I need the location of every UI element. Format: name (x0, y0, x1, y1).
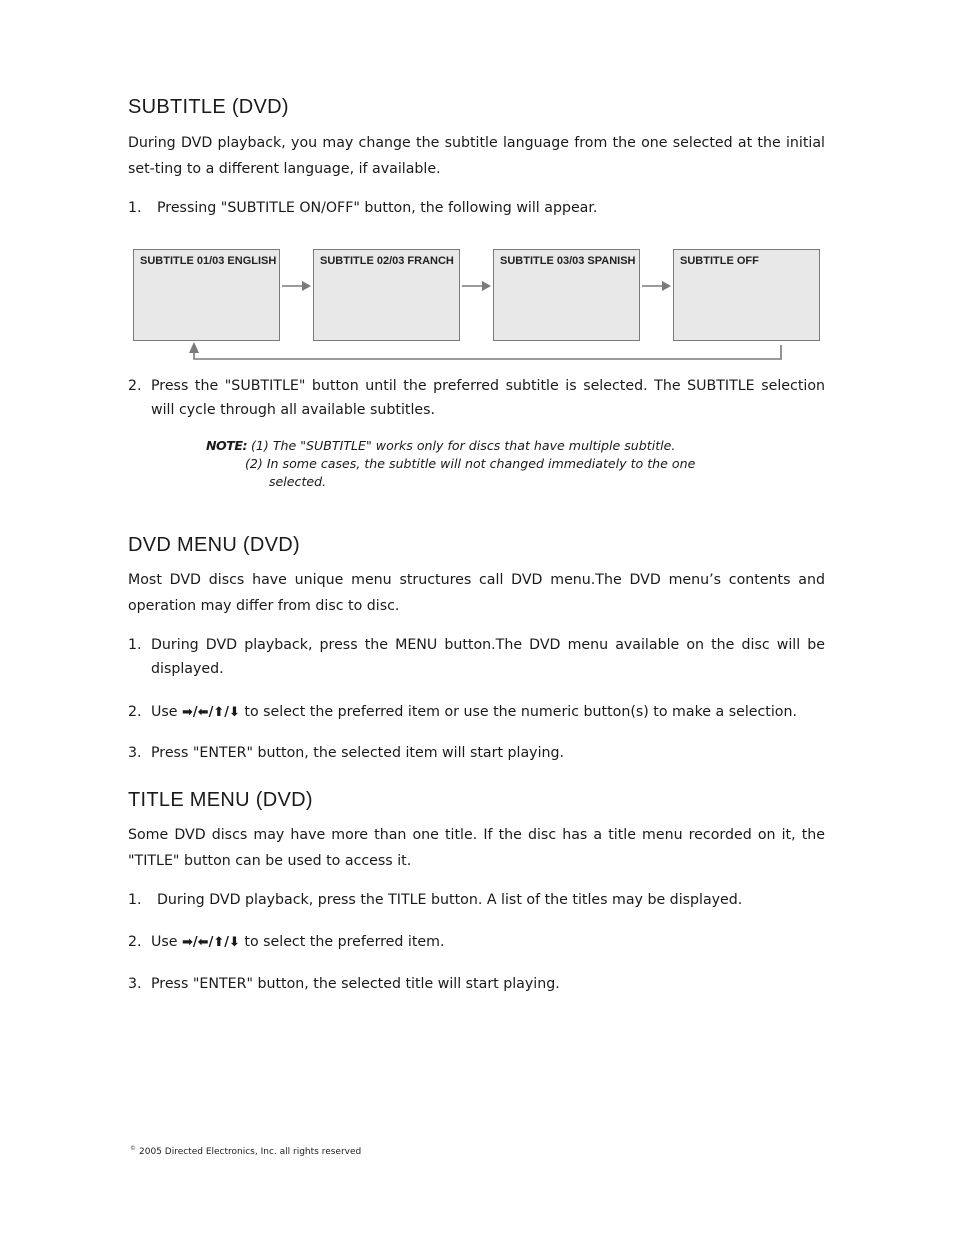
step-number: 2. (128, 704, 142, 720)
title-menu-intro: Some DVD discs may have more than one title. If the disc has a title menu recorded on it, the "TITLE" button can be used to access it. (128, 827, 825, 869)
diagram-box-label: SUBTITLE 03/03 SPANISH (500, 255, 636, 267)
arrow-head-3 (662, 281, 671, 291)
note-line-3: selected. (269, 474, 327, 489)
step-prefix: Use (151, 704, 178, 720)
subtitle-intro: During DVD playback, you may change the subtitle language from the one selected at the initial set-ting to a different language, if available. (128, 135, 825, 177)
diagram-box-label: SUBTITLE 01/03 ENGLISH (140, 255, 277, 267)
step-text (151, 700, 825, 725)
dvd-menu-step-1 (128, 633, 825, 681)
step-number: 1. (128, 200, 142, 216)
step-text: Press "ENTER" button, the selected title will start playing. (151, 976, 560, 992)
dvd-menu-step-2 (128, 700, 825, 725)
title-menu-step-3 (128, 972, 825, 996)
step-suffix: to select the preferred item. (244, 934, 445, 950)
note-line-1 (206, 437, 766, 455)
step-number: 3. (128, 976, 142, 992)
subtitle-step-2 (128, 374, 825, 422)
loop-back-line (194, 345, 781, 359)
step-text: During DVD playback, press the TITLE button. A list of the titles may be displayed. (157, 892, 743, 908)
step-text (151, 930, 825, 955)
step-prefix: Use (151, 934, 178, 950)
note-label: NOTE: (206, 438, 247, 453)
step-text: Press the "SUBTITLE" button until the preferred subtitle is selected. The SUBTITLE selection will cycle through all available subtitles. (151, 378, 825, 418)
arrow-head-1 (302, 281, 311, 291)
diagram-box-label: SUBTITLE 02/03 FRANCH (320, 255, 454, 267)
footer-text: 2005 Directed Electronics, Inc. all rights reserved (139, 1147, 362, 1157)
title-menu-step-1 (128, 888, 825, 912)
dvd-menu-intro: Most DVD discs have unique menu structures call DVD menu.The DVD menu’s contents and operation may differ from disc to disc. (128, 572, 825, 614)
dvd-menu-step-3 (128, 741, 825, 765)
copyright-symbol: © (130, 1145, 136, 1152)
direction-arrows-icon: ➡/⬅/⬆/⬇ (182, 935, 240, 950)
subtitle-note (206, 437, 766, 491)
arrow-head-2 (482, 281, 491, 291)
title-menu-step-2 (128, 930, 825, 955)
direction-arrows-icon: ➡/⬅/⬆/⬇ (182, 705, 240, 720)
step-number: 2. (128, 378, 142, 394)
step-suffix: to select the preferred item or use the numeric button(s) to make a selection. (244, 704, 797, 720)
step-text: Pressing "SUBTITLE ON/OFF" button, the following will appear. (157, 200, 598, 216)
step-number: 1. (128, 637, 142, 653)
loop-back-head (189, 342, 199, 353)
diagram-box-label: SUBTITLE OFF (680, 255, 759, 267)
step-number: 3. (128, 745, 142, 761)
heading-title-menu: TITLE MENU (DVD) (128, 789, 313, 811)
note-line-2: (2) In some cases, the subtitle will not changed immediately to the one (245, 456, 696, 471)
step-number: 1. (128, 892, 142, 908)
step-number: 2. (128, 934, 142, 950)
footer-copyright (130, 1145, 361, 1157)
diagram-arrows (0, 0, 954, 380)
step-text: Press "ENTER" button, the selected item will start playing. (151, 745, 565, 761)
note-text: (1) The "SUBTITLE" works only for discs that have multiple subtitle. (251, 438, 676, 453)
heading-dvd-menu: DVD MENU (DVD) (128, 534, 300, 556)
step-text: During DVD playback, press the MENU button.The DVD menu available on the disc will be displayed. (151, 637, 825, 677)
heading-subtitle: SUBTITLE (DVD) (128, 96, 289, 118)
